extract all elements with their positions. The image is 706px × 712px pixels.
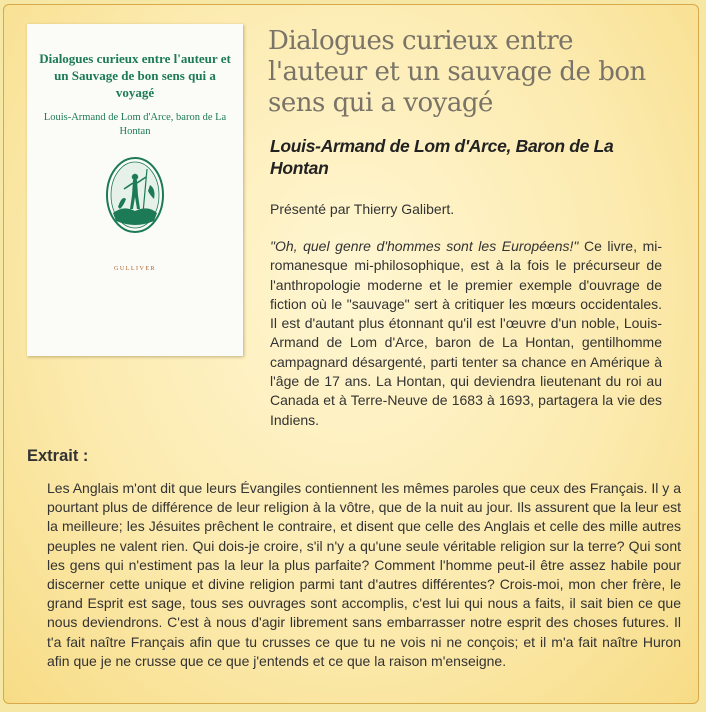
oval-engraving-figure-icon — [104, 155, 166, 235]
book-author: Louis-Armand de Lom d'Arce, Baron de La Hontan — [270, 136, 614, 178]
book-description — [270, 237, 662, 430]
book-quote: "Oh, quel genre d'hommes sont les Européens!" — [270, 238, 579, 254]
cover-title: Dialogues curieux entre l'auteur et un Sauvage de bon sens qui a voyagé — [39, 51, 231, 100]
extract-heading: Extrait : — [27, 447, 89, 465]
cover-author: Louis-Armand de Lom d'Arce, baron de La Hontan — [43, 112, 227, 137]
cover-publisher: GULLIVER — [114, 266, 156, 272]
book-presenter: Présenté par Thierry Galibert. — [270, 201, 455, 217]
extract-text: Les Anglais m'ont dit que leurs Évangiles contiennent les mêmes paroles que ceux des Français. Il y a pourtant plus de différence de leur religion à la vôtre, que de la nuit au jour. Ils assurent que la leur est la meilleure; les Jésuites prêchent le contraire, et disent que celle des Anglais et celle des mille autres peuples ne valent rien. Qui dois-je croire, s'il n'y a qu'une seule véritable religion sur la terre? Qui sont les gens qui n'estiment pas la leur la plus parfaite? Comment l'homme peut-il être assez habile pour discerner cette unique et divine religion parmi tant d'autres différentes? Crois-moi, mon cher frère, le grand Esprit est sage, tous ses ouvrages sont accomplis, c'est lui qui nous a faits, il sait bien ce que nous deviendrons. C'est à nous d'agir librement sans embarrasser notre esprit des choses futures. Il t'a fait naître Français afin que tu crusses ce que tu ne vois ni ne conçois; et il m'a fait naître Huron afin que je ne crusse que ce que j'entends et ce que la raison m'enseigne. — [47, 480, 681, 669]
book-description-text: Ce livre, mi-romanesque mi-philosophique, est à la fois le précurseur de l'anthropologie moderne et le premier exemple d'ouvrage de fiction où le "sauvage" sert à critiquer les mœurs occidentales. Il est d'autant plus étonnant qu'il est l'œuvre d'un noble, Louis-Armand de Lom d'Arce, baron de La Hontan, gentilhomme campagnard désargenté, parti tenter sa chance en Amérique à l'âge de 17 ans. La Hontan, qui deviendra lieutenant du roi au Canada et à Terre-Neuve de 1683 à 1693, partagera la vie des Indiens. — [270, 238, 663, 428]
book-cover-image[interactable] — [27, 24, 243, 356]
book-title: Dialogues curieux entre l'auteur et un sauvage de bon sens qui a voyagé — [268, 26, 646, 118]
